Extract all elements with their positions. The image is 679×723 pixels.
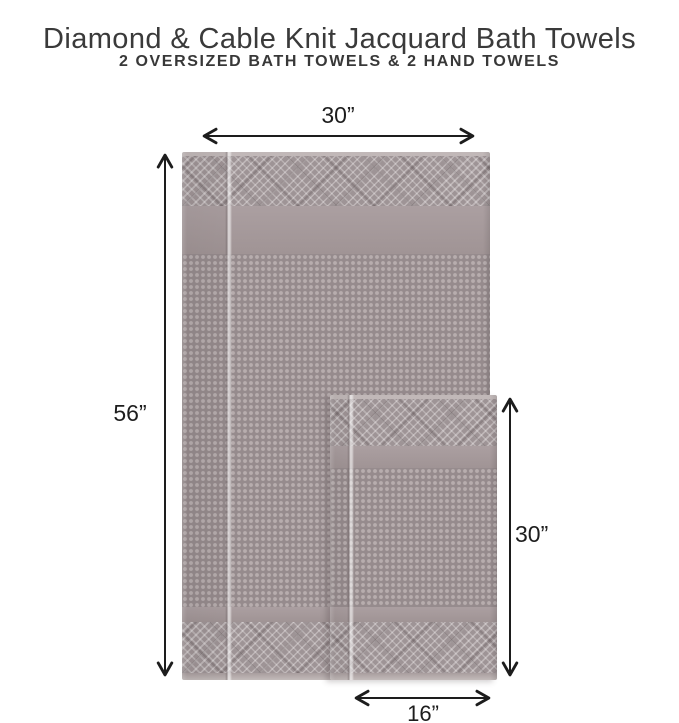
hand-towel-smooth-band-bottom	[330, 607, 497, 622]
hand-towel-photo	[330, 395, 497, 680]
dimension-label-hand-towel-height: 30”	[515, 521, 549, 547]
bath-towel-diamond-border-top	[182, 156, 490, 206]
hand-towel-bottom-binding	[330, 673, 497, 680]
hand-towel-waffle-body	[330, 468, 497, 607]
hand-towel-smooth-band-top	[330, 446, 497, 468]
bath-towel-smooth-band-top	[182, 206, 490, 254]
dimension-label-bath-towel-height: 56”	[113, 400, 147, 426]
dimension-label-hand-towel-width: 16”	[407, 701, 439, 723]
page-title: Diamond & Cable Knit Jacquard Bath Towels	[43, 23, 636, 56]
dimension-label-bath-towel-width: 30”	[321, 102, 355, 128]
page-subtitle: 2 OVERSIZED BATH TOWELS & 2 HAND TOWELS	[118, 53, 561, 70]
hand-towel-diamond-border-bottom	[330, 622, 497, 673]
hand-towel-diamond-border-top	[330, 399, 497, 446]
